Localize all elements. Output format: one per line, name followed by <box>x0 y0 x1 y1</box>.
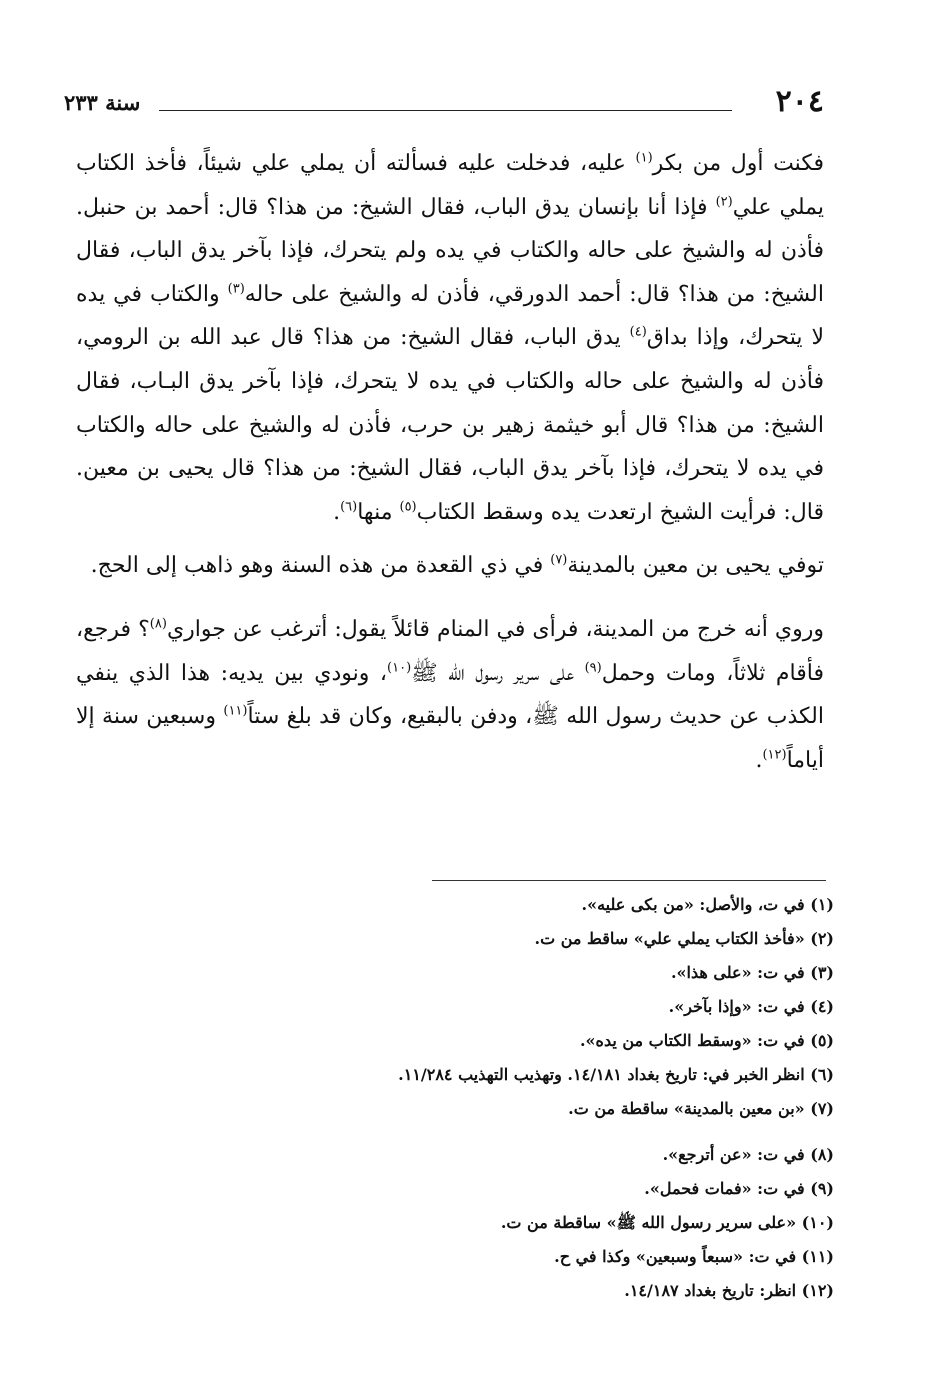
text-segment: وروي أنه خرج من المدينة، فرأى في المنام قائلاً يقول: أترغب عن جواري <box>166 616 824 642</box>
footnote-marker: (٦) <box>340 499 358 515</box>
footnotes <box>300 888 834 1308</box>
footnote: (١١) في ت: «سبعاً وسبعين» وكذا في ح. <box>554 1247 834 1266</box>
text-segment: والكتاب في يده لا يتحرك، وإذا بداق <box>76 281 825 351</box>
text-segment: ؟ فرجع، فأقام ثلاثاً، ومات وحمل <box>76 616 824 686</box>
text-segment: وسبعين سنة إلا أياماً <box>76 704 824 773</box>
footnote: (٤) في ت: «وإذا بآخر». <box>668 997 834 1016</box>
footnote-marker: (١) <box>635 150 653 166</box>
footnote: (٥) في ت: «وسقط الكتاب من يده». <box>579 1031 834 1050</box>
footnote: (٦) انظر الخبر في: تاريخ بغداد ١٤/١٨١. وتهذيب التهذيب ١١/٢٨٤. <box>398 1065 834 1084</box>
footnote-marker: (٣) <box>227 281 245 297</box>
paragraph-1 <box>76 142 824 534</box>
footnote: (١٢) انظر: تاريخ بغداد ١٤/١٨٧. <box>624 1281 834 1300</box>
footnote: (١) في ت، والأصل: «من بكى عليه». <box>581 895 834 914</box>
footnote-marker: (١٢) <box>762 747 787 763</box>
footnote-marker: (٥) <box>399 499 417 515</box>
page-number: ٢٠٤ <box>775 84 824 119</box>
footnote-marker: (٤) <box>629 325 647 341</box>
footnote-gap <box>300 1126 834 1138</box>
footnote-marker: (١٠) <box>387 660 412 676</box>
text-segment: يدق الباب، فقال الشيخ: من هذا؟ قال عبد الله بن الرومي، فأذن له والشيخ على حاله والكتاب في يده لا يتحرك، فإذا بآخر يدق البـاب، فقال الشيخ: من هذا؟ قال أبو خيثمة زهير بن حرب، فأذن له والشيخ على حاله والكتاب في يده لا يتحرك، فإذا بآخر يدق الباب، فقال الشيخ: من هذا؟ قال يحيى بن معين. قال: فرأيت الشيخ ارتعدت يده وسقط الكتاب <box>76 325 824 525</box>
text-segment: توفي يحيى بن معين بالمدينة <box>567 553 824 579</box>
text-segment: فإذا أنا بإنسان يدق الباب، فقال الشيخ: من هذا؟ قال: أحمد بن حنبل. فأذن له والشيخ على حاله والكتاب في يده ولم يتحرك، فإذا بآخر يدق الباب، فقال الشيخ: من هذا؟ قال: أحمد الدورقي، فأذن له والشيخ على حاله <box>76 194 824 307</box>
text-segment: . <box>755 747 763 773</box>
text-segment: فكنت أول من بكر <box>652 151 824 176</box>
paragraph-3 <box>76 608 824 782</box>
text-segment: منها <box>357 499 400 525</box>
header-rule <box>159 110 732 111</box>
footnote-marker: (٢) <box>715 194 733 210</box>
footnote: (٣) في ت: «على هذا». <box>670 963 834 982</box>
main-text <box>76 142 824 782</box>
text-segment: عليه، فدخلت عليه فسألته أن يملي علي شيئاً، فأخذ الكتاب يملي علي <box>76 151 824 220</box>
footnote-marker: (٧) <box>550 553 568 569</box>
footnote: (٨) في ت: «عن أترجع». <box>662 1145 834 1164</box>
text-segment: . <box>333 499 341 525</box>
footnote: (٧) «بن معين بالمدينة» ساقطة من ت. <box>568 1099 834 1118</box>
footnote: (٢) «فأخذ الكتاب يملي علي» ساقط من ت. <box>534 929 834 948</box>
running-head: سنة ٢٣٣ <box>64 90 141 115</box>
paragraph-2 <box>76 544 824 588</box>
footnote: (٩) في ت: «فمات فحمل». <box>644 1179 834 1198</box>
footnote-marker: (١١) <box>223 703 248 719</box>
footnote: (١٠) «على سرير رسول الله ﷺ» ساقطة من ت. <box>500 1213 834 1232</box>
footnote-marker: (٨) <box>149 616 167 632</box>
text-segment: في ذي القعدة من هذه السنة وهو ذاهب إلى الحج. <box>90 553 551 579</box>
text-segment: ، ونودي بين يديه: هذا الذي ينفي الكذب عن حديث رسول الله ﷺ، ودفن بالبقيع، وكان قد بلغ ستاً <box>76 660 824 730</box>
page-header <box>64 84 824 124</box>
footnote-rule <box>432 880 826 881</box>
footnote-marker: (٩) <box>584 660 602 676</box>
text-segment: على سرير رسول الله ﷺ <box>411 660 585 686</box>
